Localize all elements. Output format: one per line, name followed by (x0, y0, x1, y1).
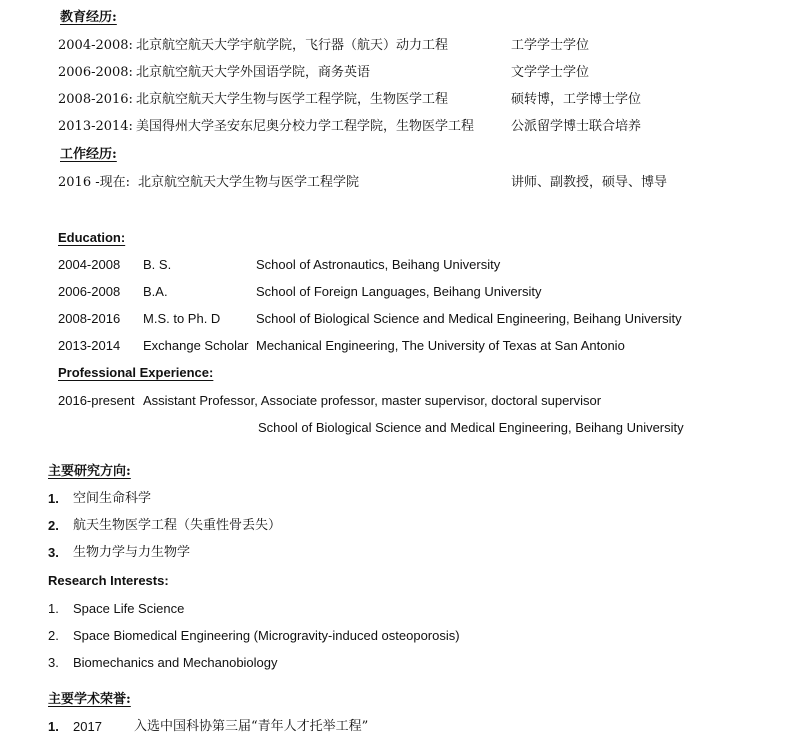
cn-education-detail: 北京航空航天大学生物与医学工程学院，生物医学工程 (136, 92, 449, 107)
cn-education-period: 2013-2014: (58, 119, 133, 134)
en-education-school: School of Foreign Languages, Beihang University (256, 284, 542, 299)
list-number: 3. (48, 655, 59, 670)
en-experience-school: School of Biological Science and Medical Engineering, Beihang University (258, 420, 684, 435)
cn-work-title: 讲师、副教授，硕导、博导 (511, 175, 668, 190)
en-education-school: Mechanical Engineering, The University of Texas at San Antonio (256, 338, 625, 353)
en-education-period: 2004-2008 (58, 257, 121, 272)
en-education-school: School of Astronautics, Beihang University (256, 257, 501, 272)
cn-education-heading: 教育经历: (60, 10, 117, 25)
cn-education-degree: 硕转博，工学博士学位 (511, 92, 642, 107)
cn-education-period: 2006-2008: (58, 65, 133, 80)
list-number: 2. (48, 518, 59, 533)
en-education-period: 2008-2016 (58, 311, 121, 326)
en-experience-titles: Assistant Professor, Associate professor, master supervisor, doctoral supervisor (143, 393, 602, 408)
en-education-degree: M.S. to Ph. D (143, 311, 221, 326)
list-number: 1. (48, 601, 59, 616)
cn-research-item: 生物力学与力生物学 (73, 545, 191, 560)
en-education-degree: B.A. (143, 284, 168, 299)
cn-education-detail: 美国得州大学圣安东尼奥分校力学工程学院，生物医学工程 (136, 119, 475, 134)
en-research-item: Biomechanics and Mechanobiology (73, 655, 278, 670)
en-education-period: 2006-2008 (58, 284, 121, 299)
en-experience-heading: Professional Experience: (58, 365, 214, 380)
en-education-heading: Education: (58, 230, 126, 245)
list-number: 3. (48, 545, 59, 560)
cn-research-item: 空间生命科学 (73, 491, 152, 506)
cn-education-degree: 工学学士学位 (511, 38, 590, 53)
cn-work-period: 2016 -现在: (58, 175, 130, 190)
en-education-degree: Exchange Scholar (143, 338, 249, 353)
cn-honors-year: 2017 (73, 719, 102, 734)
cn-education-degree: 文学学士学位 (511, 65, 590, 80)
cn-honors-heading: 主要学术荣誉: (48, 692, 131, 707)
en-education-school: School of Biological Science and Medical Engineering, Beihang University (256, 311, 682, 326)
cn-education-detail: 北京航空航天大学外国语学院，商务英语 (136, 65, 371, 80)
cn-education-period: 2004-2008: (58, 38, 133, 53)
cn-work-detail: 北京航空航天大学生物与医学工程学院 (138, 175, 360, 190)
cn-education-detail: 北京航空航天大学宇航学院，飞行器（航天）动力工程 (136, 38, 449, 53)
list-number: 2. (48, 628, 59, 643)
list-number: 1. (48, 719, 59, 734)
en-education-period: 2013-2014 (58, 338, 121, 353)
cn-research-item: 航天生物医学工程（失重性骨丢失） (73, 518, 282, 533)
en-research-item: Space Life Science (73, 601, 185, 616)
cn-research-heading: 主要研究方向: (48, 464, 131, 479)
en-research-item: Space Biomedical Engineering (Microgravity-induced osteoporosis) (73, 628, 460, 643)
cn-work-heading: 工作经历: (60, 147, 117, 162)
en-experience-period: 2016-present (58, 393, 135, 408)
en-research-heading: Research Interests: (48, 573, 169, 588)
en-education-degree: B. S. (143, 257, 172, 272)
cn-education-degree: 公派留学博士联合培养 (511, 119, 642, 134)
list-number: 1. (48, 491, 59, 506)
cn-education-period: 2008-2016: (58, 92, 133, 107)
cn-honors-item: 入选中国科协第三届“青年人才托举工程” (134, 719, 369, 734)
